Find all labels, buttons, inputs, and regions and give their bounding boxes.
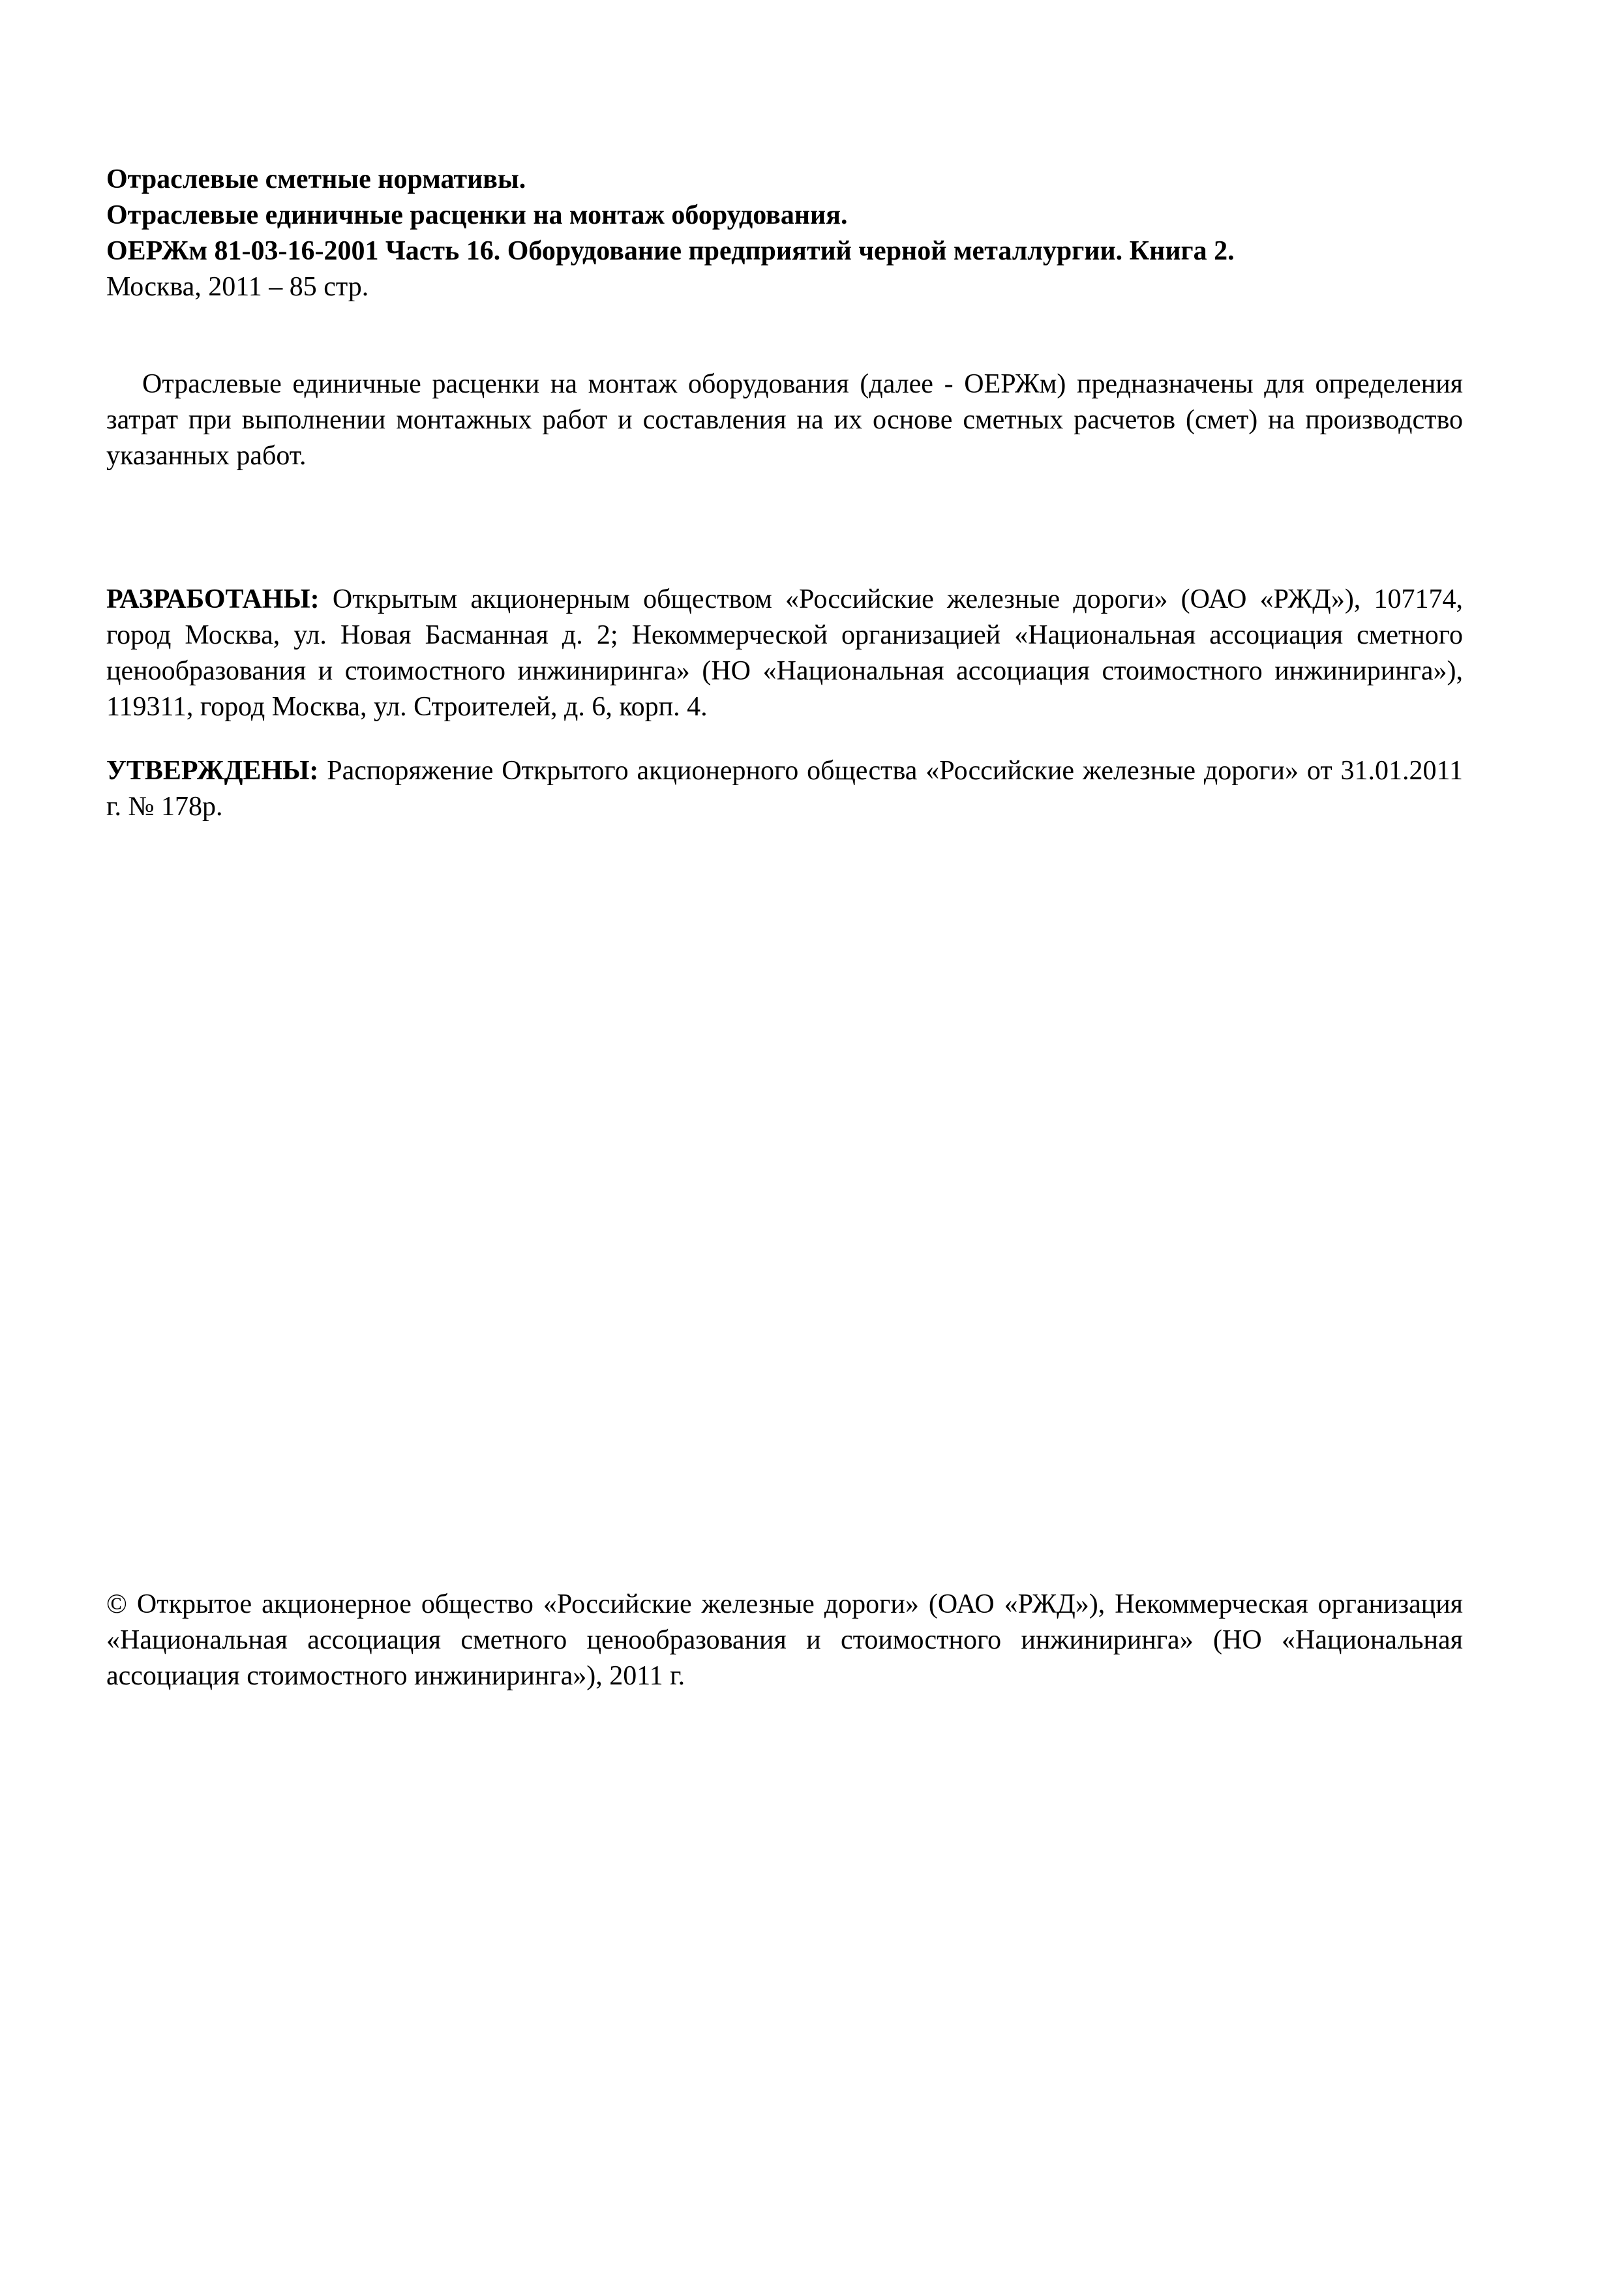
- approved-by-paragraph: [106, 753, 1463, 825]
- header-publication-info: Москва, 2011 – 85 стр.: [106, 272, 369, 302]
- developed-by-label: РАЗРАБОТАНЫ:: [106, 584, 320, 614]
- document-header: [106, 162, 1463, 305]
- header-document-title: ОЕРЖм 81-03-16-2001 Часть 16. Оборудование предприятий черной металлургии. Книга 2.: [106, 236, 1235, 266]
- header-series-title: Отраслевые сметные нормативы.: [106, 164, 526, 194]
- header-collection-title: Отраслевые единичные расценки на монтаж оборудования.: [106, 200, 848, 230]
- approved-by-label: УТВЕРЖДЕНЫ:: [106, 756, 319, 786]
- developed-by-text: Открытым акционерным обществом «Российские железные дороги» (ОАО «РЖД»), 107174, город Москва, ул. Новая Басманная д. 2; Некоммерческой организацией «Национальная ассоциация сметного ценообразования и стоимостного инжиниринга» (НО «Национальная ассоциация стоимостного инжиниринга»), 119311, город Москва, ул. Строителей, д. 6, корп. 4.: [106, 584, 1464, 722]
- approved-by-text: Распоряжение Открытого акционерного общества «Российские железные дороги» от 31.01.2011 г. № 178р.: [106, 756, 1463, 822]
- intro-paragraph: Отраслевые единичные расценки на монтаж оборудования (далее - ОЕРЖм) предназначены для определения затрат при выполнении монтажных работ и составления на их основе сметных расчетов (смет) на производство указанных работ.: [106, 369, 1463, 471]
- developed-by-paragraph: [106, 582, 1463, 725]
- copyright-notice: © Открытое акционерное общество «Российские железные дороги» (ОАО «РЖД»), Некоммерческая организация «Национальная ассоциация сметного ценообразования и стоимостного инжиниринга» (НО «Национальная ассоциация стоимостного инжиниринга»), 2011 г.: [106, 1589, 1463, 1691]
